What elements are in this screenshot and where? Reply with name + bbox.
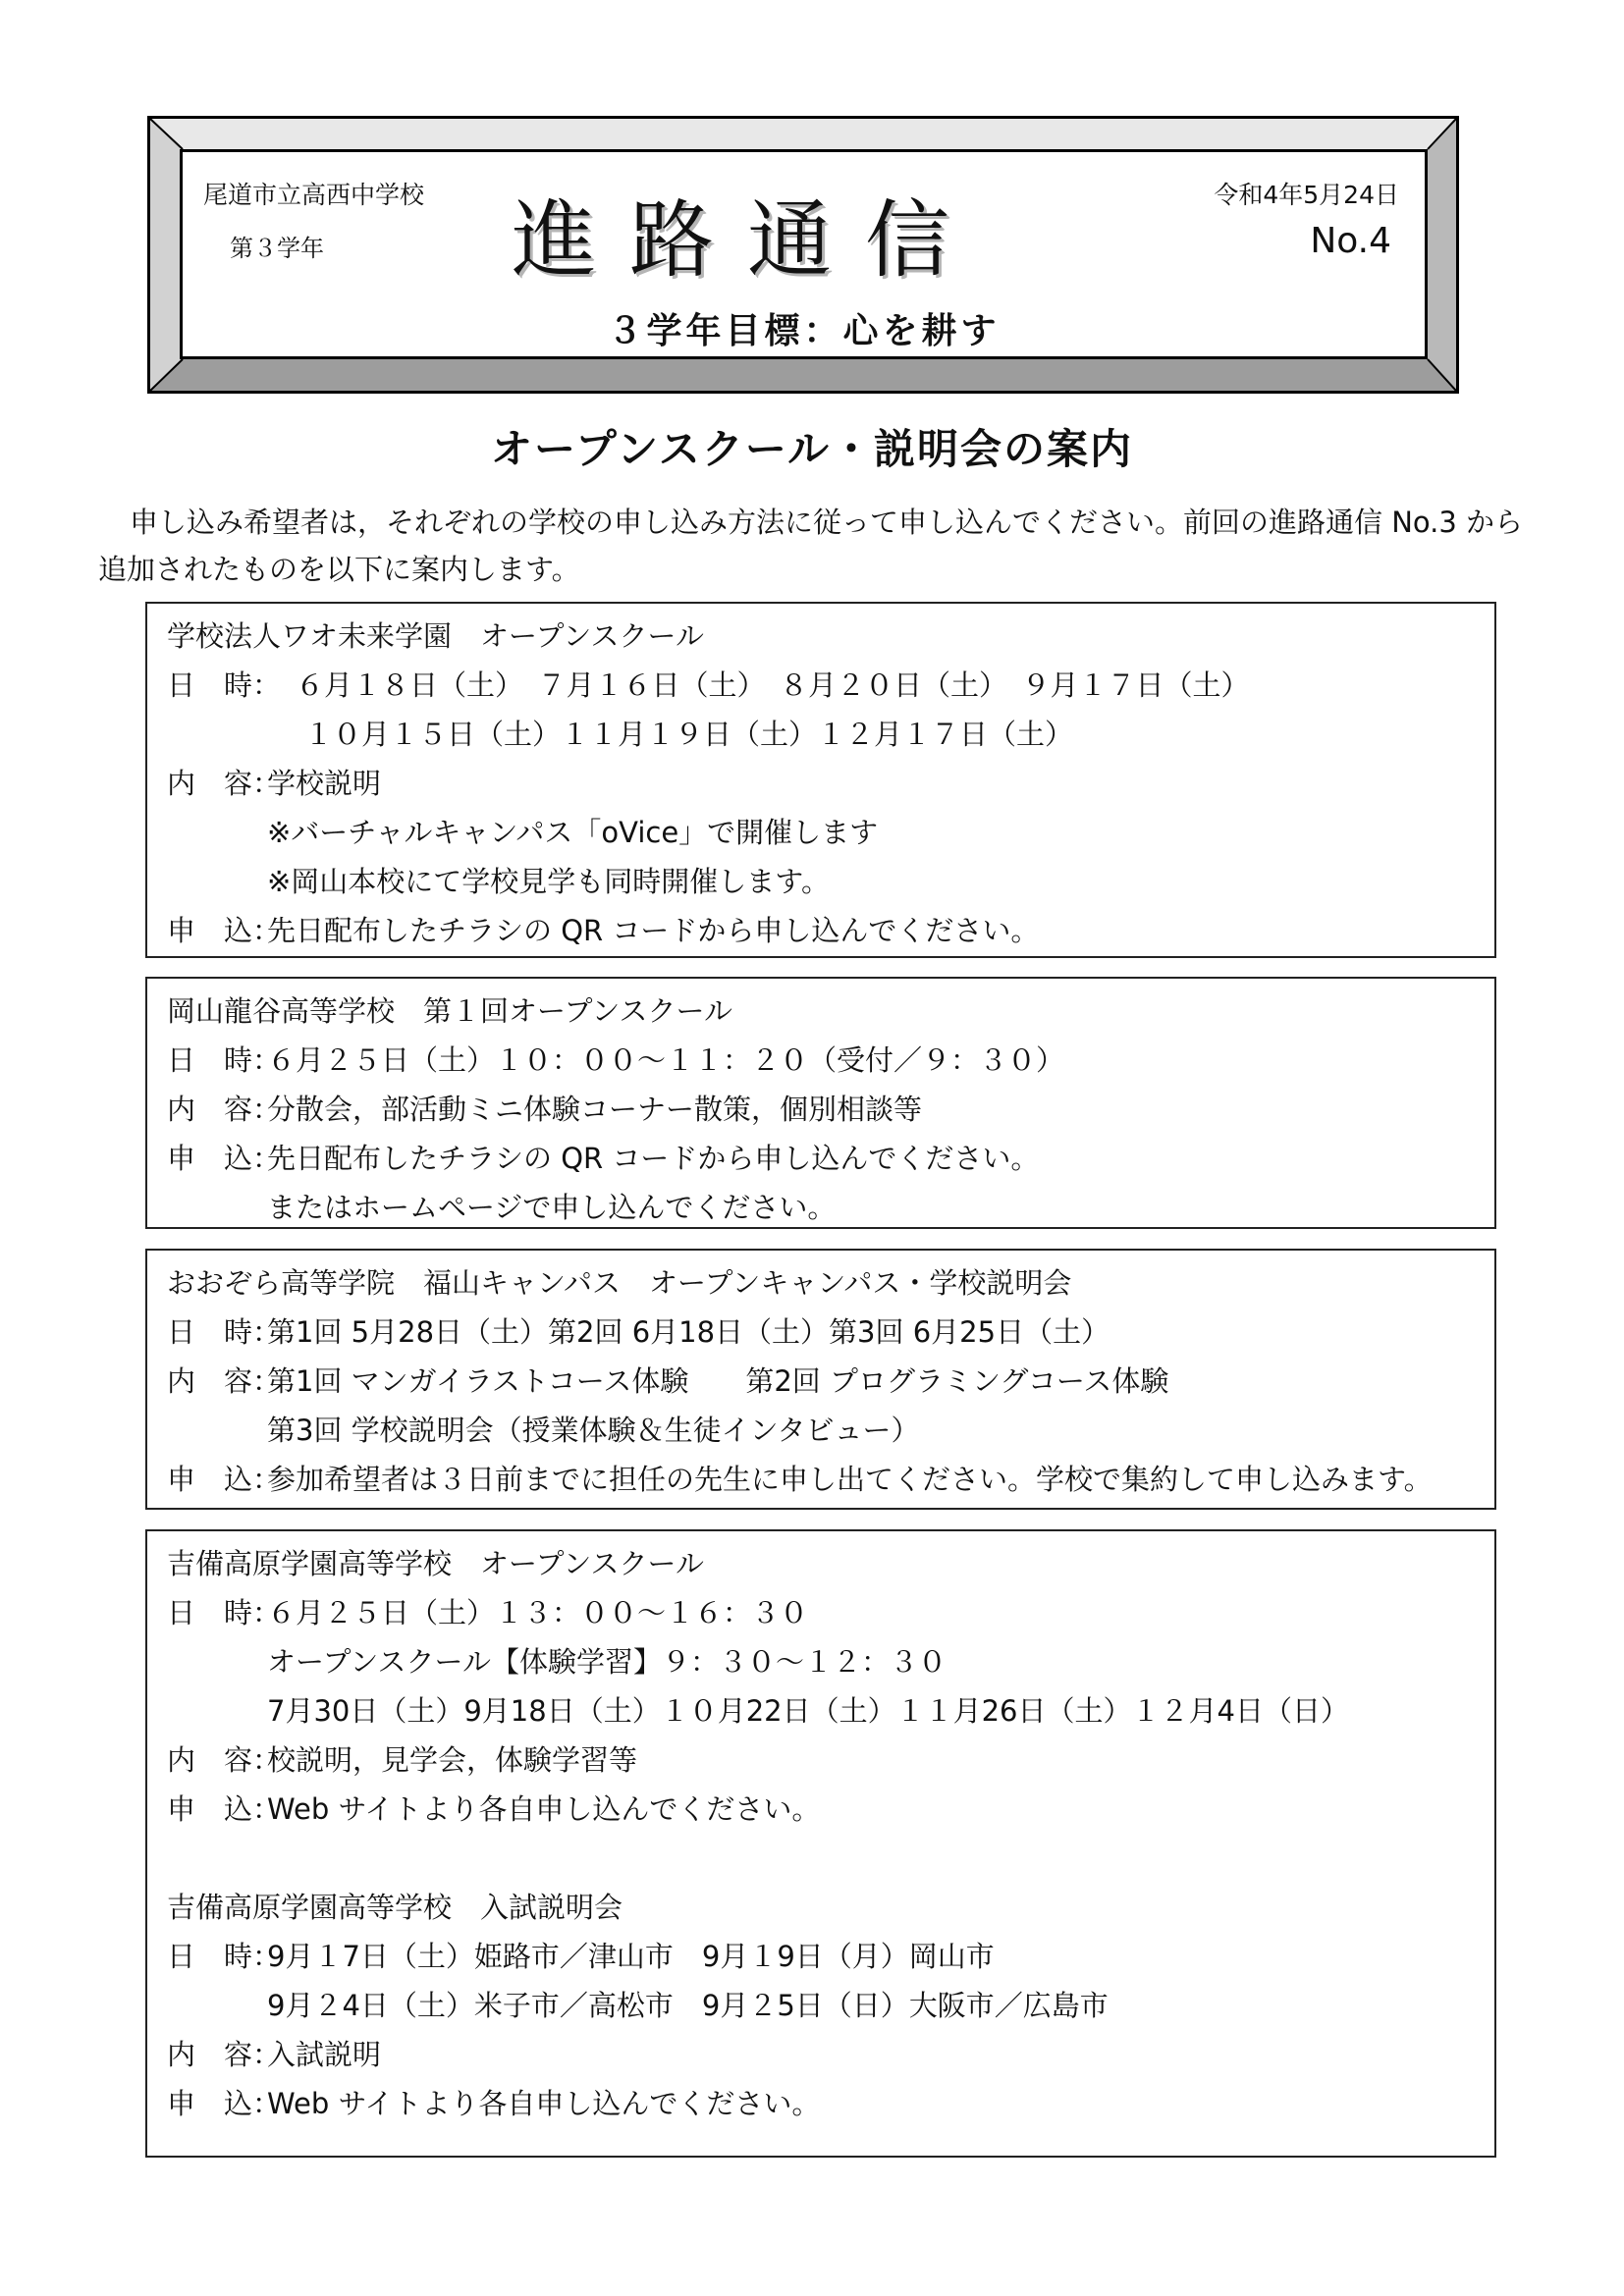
datetime-label: 日 時： [167, 1043, 282, 1077]
event-box-kibi-kogen [145, 1529, 1496, 2158]
apply-label: 申 込： [167, 1463, 282, 1496]
content-value: 分散会，部活動ミニ体験コーナー散策，個別相談等 [267, 1093, 923, 1126]
datetime-row [167, 1036, 1494, 1085]
spacer [167, 1834, 1494, 1883]
content-value-cont: 第3回 学校説明会（授業体験＆生徒インタビュー） [267, 1414, 920, 1447]
apply-row [167, 2079, 1494, 2128]
issue-number: No.4 [1310, 221, 1391, 261]
event-box-ozora [145, 1249, 1496, 1510]
event-title: 学校法人ワオ未来学園 オープンスクール [167, 619, 704, 653]
content-label: 内 容： [167, 1093, 282, 1126]
datetime-value: ６月２５日（土）１０：００～１１：２０（受付／９：３０） [267, 1043, 1065, 1077]
event-box-okayama-ryukoku [145, 977, 1496, 1229]
content-value: 校説明，見学会，体験学習等 [267, 1743, 638, 1777]
event-title: おおぞら高等学院 福山キャンパス オープンキャンパス・学校説明会 [167, 1266, 1072, 1300]
apply-value: 先日配布したチラシの QR コードから申し込んでください。 [267, 914, 1040, 947]
apply-value: 先日配布したチラシの QR コードから申し込んでください。 [267, 1142, 1040, 1175]
datetime-value: ６月２５日（土）１３：００～１６：３０ [267, 1596, 809, 1629]
apply-label: 申 込： [167, 2087, 282, 2120]
event-box-wao [145, 602, 1496, 958]
apply-row [167, 1134, 1494, 1183]
apply-value: Web サイトより各自申し込んでください。 [267, 2087, 821, 2120]
content-row [167, 1735, 1494, 1785]
content-label: 内 容： [167, 1364, 282, 1398]
datetime-value-cont: １０月１５日（土）１１月１９日（土）１２月１７日（土） [304, 718, 1074, 751]
datetime-value-cont: 7月30日（土）9月18日（土）１０月22日（土）１１月26日（土）１２月4日（日） [267, 1694, 1349, 1728]
event-title: 岡山龍谷高等学校 第１回オープンスクール [167, 994, 732, 1028]
apply-row [167, 906, 1494, 955]
content-row [167, 759, 1494, 808]
apply-row [167, 1785, 1494, 1834]
apply-value: 参加希望者は３日前までに担任の先生に申し出てください。学校で集約して申し込みます。 [267, 1463, 1433, 1496]
datetime-value-cont: 9月２4日（土）米子市／高松市 9月２5日（日）大阪市／広島市 [267, 1989, 1109, 2022]
datetime-value-cont: オープンスクール【体験学習】９：３０～１２：３０ [267, 1645, 947, 1679]
datetime-label: 日 時： [167, 1596, 282, 1629]
content-label: 内 容： [167, 767, 282, 800]
intro-paragraph: 申し込み希望者は，それぞれの学校の申し込み方法に従って申し込んでください。前回の進路通信 No.3 から追加されたものを以下に案内します。 [98, 506, 1524, 586]
content-note: ※バーチャルキャンパス「oVice」で開催します [267, 816, 879, 849]
event-title: 吉備高原学園高等学校 入試説明会 [167, 1891, 623, 1924]
content-label: 内 容： [167, 2038, 282, 2071]
datetime-value: 9月１7日（土）姫路市／津山市 9月１9日（月）岡山市 [267, 1940, 995, 1973]
datetime-label: 日 時： [167, 1940, 282, 1973]
issue-date: 令和4年5月24日 [1214, 181, 1399, 209]
datetime-label: 日 時： [167, 1315, 282, 1349]
content-label: 内 容： [167, 1743, 282, 1777]
datetime-label: 日 時： [167, 668, 282, 702]
content-row [167, 1357, 1494, 1406]
apply-label: 申 込： [167, 1792, 282, 1826]
apply-value-cont: またはホームページで申し込んでください。 [267, 1191, 837, 1224]
datetime-value: 第1回 5月28日（土）第2回 6月18日（土）第3回 6月25日（土） [267, 1315, 1110, 1349]
event-title: 吉備高原学園高等学校 オープンスクール [167, 1547, 704, 1580]
apply-label: 申 込： [167, 1142, 282, 1175]
datetime-row [167, 1308, 1494, 1357]
content-row [167, 1085, 1494, 1134]
content-value: 学校説明 [267, 767, 382, 800]
datetime-row [167, 1588, 1494, 1637]
datetime-row [167, 1932, 1494, 1981]
school-name: 尾道市立高西中学校 [203, 181, 425, 209]
newsletter-title: 進路通信 [512, 191, 983, 290]
apply-value: Web サイトより各自申し込んでください。 [267, 1792, 821, 1826]
header-panel [180, 149, 1428, 359]
apply-row [167, 1455, 1494, 1504]
apply-label: 申 込： [167, 914, 282, 947]
section-headline: オープンスクール・説明会の案内 [490, 425, 1134, 473]
content-value: 入試説明 [267, 2038, 382, 2071]
content-row [167, 2030, 1494, 2079]
content-note: ※岡山本校にて学校見学も同時開催します。 [267, 865, 830, 898]
datetime-row [167, 661, 1494, 710]
grade-label: 第３学年 [230, 235, 324, 262]
grade-goal: ３学年目標：心を耕す [607, 311, 1001, 351]
content-value: 第1回 マンガイラストコース体験 第2回 プログラミングコース体験 [267, 1364, 1169, 1398]
datetime-value: ６月１８日（土） ７月１６日（土） ８月２０日（土） ９月１７日（土） [267, 668, 1250, 702]
